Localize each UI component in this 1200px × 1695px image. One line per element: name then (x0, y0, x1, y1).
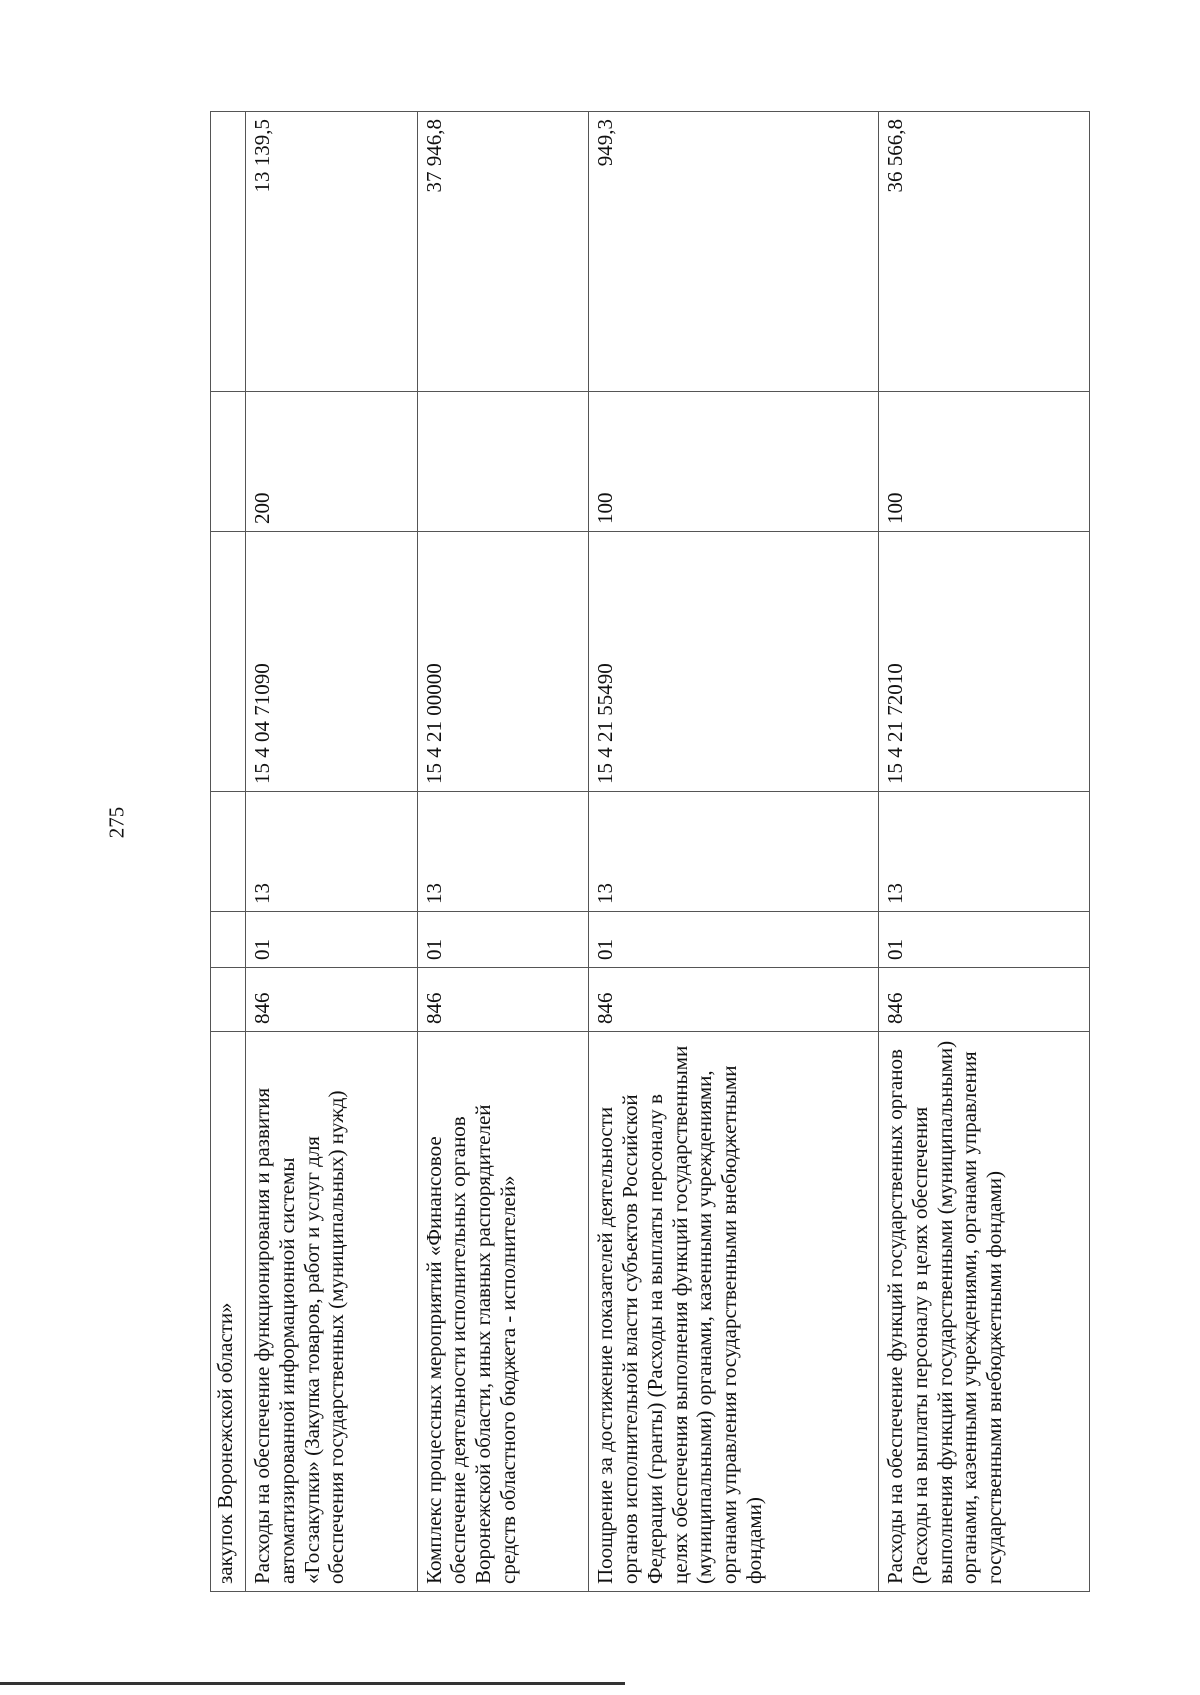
row-name-cell: Расходы на обеспечение функций государственных органов (Расходы на выплаты персоналу в целях обеспечения выполнения функций государственными (муниципальными) органами, казенными учреждениями, органами управления государственными внебюджетными фондами) (878, 1032, 1089, 1592)
vr-cell: 100 (589, 392, 879, 532)
vr-cell (417, 392, 589, 532)
footer-rule (0, 1682, 625, 1685)
gr-cell: 846 (589, 968, 879, 1032)
continuation-cell: закупок Воронежской области» (211, 1032, 246, 1592)
pr-cell: 13 (878, 792, 1089, 912)
row-name-cell: Расходы на обеспечение функционирования и развития автоматизированной информационной системы «Госзакупки» (Закупка товаров, работ и услуг для обеспечения государственных (муниципальных) нужд) (246, 1032, 418, 1592)
gr-cell: 846 (417, 968, 589, 1032)
row-name-cell: Поощрение за достижение показателей деятельности органов исполнительной власти субъектов Российской Федерации (гранты) (Расходы на выплаты персоналу в целях обеспечения выполнения функций государственными (муниципальными) органами, казенными учреждениями, органами управления государственными внебюджетными фондами) (589, 1032, 879, 1592)
sum-cell: 36 566,8 (878, 112, 1089, 392)
gr-cell: 846 (878, 968, 1089, 1032)
row-name-cell: Комплекс процессных мероприятий «Финансовое обеспечение деятельности исполнительных органов Воронежской области, иных главных распорядителей средств областного бюджета - исполнителей» (417, 1032, 589, 1592)
rotated-table-container (210, 112, 1090, 1592)
pr-cell: 13 (246, 792, 418, 912)
table-row (246, 112, 418, 1592)
budget-table (210, 111, 1090, 1592)
vr-cell: 100 (878, 392, 1089, 532)
table-row (417, 112, 589, 1592)
table-row (589, 112, 879, 1592)
vr-cell: 200 (246, 392, 418, 532)
csr-cell: 15 4 21 55490 (589, 532, 879, 792)
gr-cell: 846 (246, 968, 418, 1032)
rz-cell: 01 (246, 912, 418, 968)
sum-cell: 949,3 (589, 112, 879, 392)
page-number: 275 (104, 806, 129, 839)
csr-cell: 15 4 04 71090 (246, 532, 418, 792)
sum-cell: 13 139,5 (246, 112, 418, 392)
rz-cell: 01 (878, 912, 1089, 968)
table-row-continuation (211, 112, 246, 1592)
pr-cell: 13 (417, 792, 589, 912)
sum-cell: 37 946,8 (417, 112, 589, 392)
csr-cell: 15 4 21 00000 (417, 532, 589, 792)
rz-cell: 01 (417, 912, 589, 968)
rz-cell: 01 (589, 912, 879, 968)
table-row (878, 112, 1089, 1592)
csr-cell: 15 4 21 72010 (878, 532, 1089, 792)
pr-cell: 13 (589, 792, 879, 912)
